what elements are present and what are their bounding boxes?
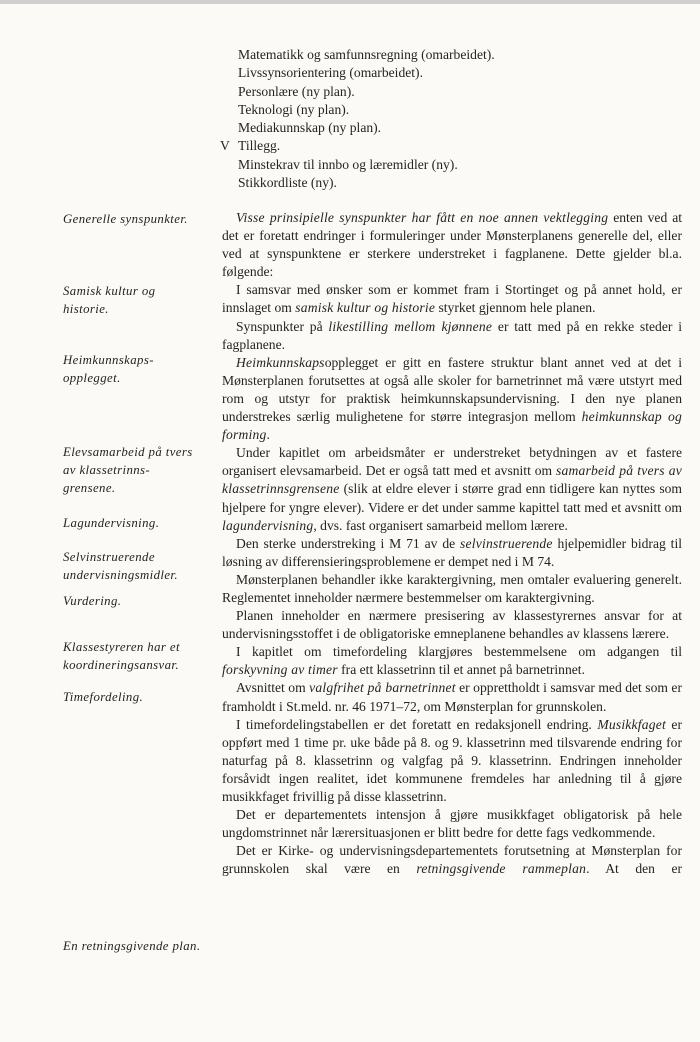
margin-note-klassestyrer <box>63 638 213 674</box>
margin-note-text: Lagundervisning. <box>63 516 160 530</box>
toc-line: Mediakunnskap (ny plan). <box>238 120 382 136</box>
text-run: styrket gjennom hele planen. <box>435 300 596 316</box>
margin-note-text: undervisningsmidler. <box>63 568 178 582</box>
margin-note-text: av klassetrinns- <box>63 463 151 477</box>
emphasis: Musikkfaget <box>597 716 666 732</box>
body-text <box>222 209 682 878</box>
toc-line: Teknologi (ny plan). <box>238 101 350 117</box>
emphasis: forskyvning av timer <box>222 662 338 678</box>
text-run: Under kapitlet om arbeidsmåter er understreket betydningen av et fastere organisert elevsamarbeid. Det er også tatt med et avsnitt om <box>222 445 682 479</box>
paragraph-valgfrihet <box>222 679 682 715</box>
text-run: enten ved at det er foretatt endringer i formuleringer under Mønsterplanens generelle del, eller ved at synspunktene er sterkere understreket i fagplanene. Dette gjelder bl.a. følgende: <box>222 210 683 280</box>
toc-line: Matematikk og samfunnsregning (omarbeidet). <box>238 47 495 62</box>
margin-note-heimkunnskap <box>63 351 213 387</box>
margin-note-text: opplegget. <box>63 371 121 385</box>
margin-note-text: Klassestyreren har et <box>63 640 180 654</box>
paragraph-heimkunnskap <box>222 354 682 444</box>
emphasis: samisk kultur og historie <box>295 300 436 316</box>
margin-note-retningsgivende <box>63 937 213 955</box>
margin-note-vurdering <box>63 592 213 610</box>
margin-note-text: Elevsamarbeid på tvers <box>63 445 193 459</box>
paragraph-selvinstruerende <box>222 535 682 571</box>
paragraph-generelle <box>222 209 682 281</box>
margin-note-samisk <box>63 282 213 318</box>
margin-note-lagundervisning <box>63 514 213 532</box>
emphasis: samarbeid på tvers av klassetrinnsgrensene <box>222 463 683 497</box>
text-run: . <box>266 427 270 443</box>
margin-note-text: Selvinstruerende <box>63 550 155 564</box>
text-run: er opprettholdt i samsvar med det som er framholdt i St.meld. nr. 46 1971–72, om Mønsterplan for grunnskolen. <box>222 680 682 714</box>
emphasis: Visse prinsipielle synspunkter har fått en noe annen vektlegging <box>236 210 609 225</box>
emphasis: retningsgivende rammeplan <box>416 861 587 877</box>
emphasis: lagundervisning <box>222 517 314 533</box>
margin-note-text: Samisk kultur og <box>63 284 156 298</box>
margin-note-text: Timefordeling. <box>63 690 144 704</box>
toc-line: Stikkordliste (ny). <box>238 175 337 191</box>
text-run: er tatt med på en rekke steder i fagplanene. <box>222 318 682 352</box>
text-run: (slik at eldre elever i større grad enn tidligere kan nyttes som hjelpere for yngre elever). Videre er det under samme kapittel tatt med et avsnitt om <box>222 481 682 515</box>
text-run: fra ett klassetrinn til et annet på barnetrinnet. <box>337 662 585 678</box>
emphasis: valgfrihet på barnetrinnet <box>309 680 456 696</box>
paragraph-vurdering: Mønsterplanen behandler ikke karaktergivning, men omtaler evaluering generelt. Reglementet inneholder nærmere bestemmelser om karaktergivning. <box>222 571 682 605</box>
margin-note-elevsamarbeid <box>63 443 213 497</box>
toc-line: Personlære (ny plan). <box>238 83 355 99</box>
text-run: hjelpemidler bidrag til løsning av differensieringsproblemene er dempet ned i M 74. <box>222 535 682 569</box>
paragraph-klassestyrer: Planen inneholder en nærmere presisering av klassestyrernes ansvar for at undervisningsstoffet i de obligatoriske emneplanene behandles av klassens lærere. <box>222 608 682 642</box>
paragraph-likestilling <box>222 318 682 354</box>
margin-note-text: Generelle synspunkter. <box>63 212 188 226</box>
margin-note-text: historie. <box>63 302 109 316</box>
paragraph-retningsgivende <box>222 842 682 878</box>
margin-note-text: grensene. <box>63 481 116 495</box>
margin-note-timefordeling <box>63 688 213 706</box>
margin-note-text: koordineringsansvar. <box>63 658 179 672</box>
text-run: Synspunkter på <box>236 318 329 334</box>
toc-line: Minstekrav til innbo og læremidler (ny). <box>238 156 458 172</box>
page-top-edge <box>0 0 700 4</box>
emphasis: selvinstruerende <box>460 535 553 551</box>
text-run: I timefordelingstabellen er det foretatt en redaksjonell endring. <box>236 716 598 732</box>
paragraph-samisk <box>222 281 682 317</box>
text-run: I kapitlet om timefordeling klargjøres bestemmelsene om adgangen til <box>236 644 682 660</box>
toc-section-title: Tillegg. <box>238 138 281 154</box>
paragraph-intensjon: Det er departementets intensjon å gjøre musikkfaget obligatorisk på hele ungdomstrinnet når lærersituasjonen er blitt bedre for dette fags vedkommende. <box>222 807 682 841</box>
toc-section-numeral: V <box>220 138 230 154</box>
text-run: I samsvar med ønsker som er kommet fram i Stortinget og på annet hold, er innslaget om <box>222 282 682 316</box>
emphasis: heimkunnskap og forming <box>222 409 682 443</box>
margin-note-text: Heimkunnskaps- <box>63 353 154 367</box>
text-run: Det er Kirke- og undervisningsdepartementets forutsetning at Mønsterplan for grunnskolen skal være en <box>222 843 682 877</box>
text-run: , dvs. fast organisert samarbeid mellom lærere. <box>313 517 568 533</box>
text-run: er oppført med 1 time pr. uke både på 8. og 9. klassetrinn med tilsvarende endring for naturfag på 8. klassetrinn og valgfag på 9. klassetrinn. Endringen inneholder forsåvidt ingen realitet, idet kommunene fremdeles har anledning til å gjøre musikkfaget frivillig på disse klassetrinn. <box>222 716 682 804</box>
text-run: Avsnittet om <box>236 680 310 696</box>
emphasis: likestilling mellom kjønnene <box>328 318 493 334</box>
paragraph-musikkfaget <box>222 716 682 806</box>
margin-note-generelle <box>63 210 213 228</box>
toc-section-v <box>220 137 495 155</box>
text-run: . At den er <box>586 861 683 877</box>
paragraph-elevsamarbeid <box>222 444 682 534</box>
text-run: Den sterke understreking i M 71 av de <box>236 535 461 551</box>
margin-note-selvinstruerende <box>63 548 213 584</box>
margin-note-text: En retningsgivende plan. <box>63 939 201 953</box>
table-of-contents-continuation <box>220 46 495 192</box>
toc-line: Livssynsorientering (omarbeidet). <box>238 65 423 81</box>
margin-note-text: Vurdering. <box>63 594 122 608</box>
paragraph-timefordeling <box>222 643 682 679</box>
text-run: opplegget er gitt en fastere struktur blant annet ved at det i Mønsterplanen forutsettes at også alle skoler for barnetrinnet må være utstyrt med rom og utstyr for praktisk heimkunnskapsundervisning. I den nye planen understrekes særlig mulighetene for større integrasjon mellom <box>222 354 682 425</box>
emphasis: Heimkunnskaps <box>236 354 325 370</box>
